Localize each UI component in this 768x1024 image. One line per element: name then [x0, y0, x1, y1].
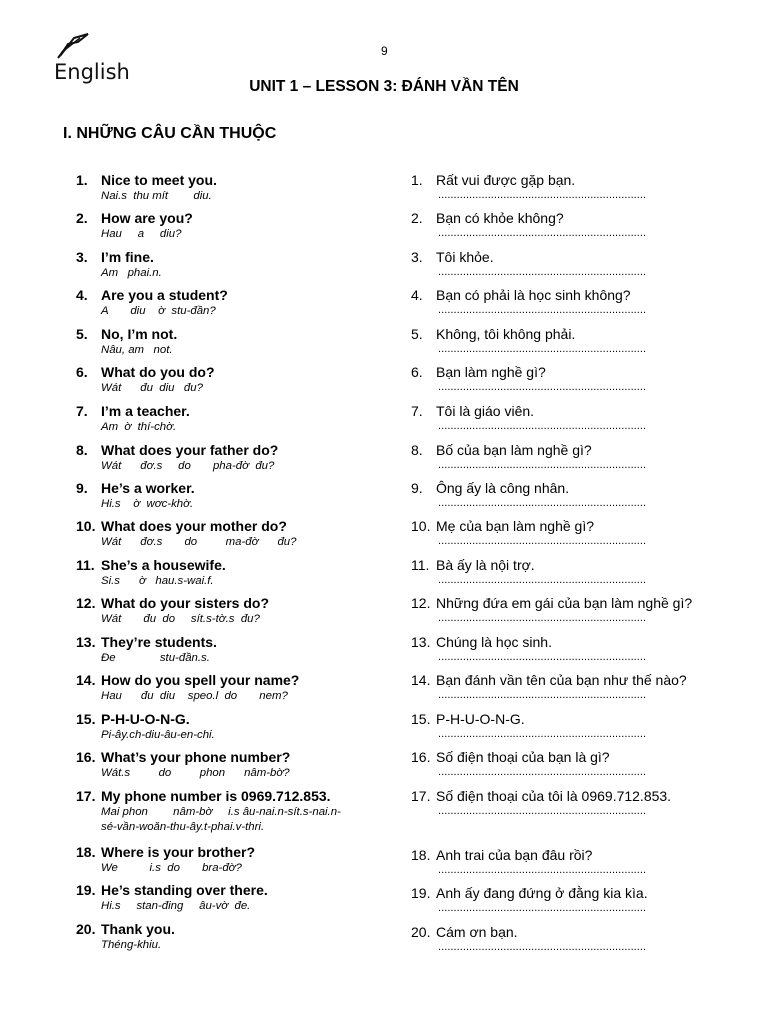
item-number: 12.	[76, 595, 96, 611]
vietnamese-sentence	[411, 517, 731, 547]
vietnamese-text: Bạn có khỏe không?	[436, 210, 564, 226]
item-number: 18.	[76, 844, 96, 860]
vietnamese-text: Rất vui được gặp bạn.	[436, 172, 576, 188]
answer-line: ...................................................................	[438, 535, 647, 547]
english-text: What do you do?	[101, 364, 215, 380]
pronunciation: Mai phon nâm-bờ i.s âu-nai.n-sít.s-nai.n- sé-vần-woăn-thu-ây.t-phai.v-thri.	[101, 806, 341, 833]
answer-line: ...................................................................	[438, 189, 647, 201]
english-sentence	[76, 325, 406, 358]
pronunciation: Am ờ thí-chờ.	[101, 421, 177, 433]
vietnamese-text: P-H-U-O-N-G.	[436, 711, 525, 727]
item-number: 2.	[411, 210, 423, 226]
vietnamese-sentence	[411, 325, 731, 355]
pronunciation: Hau a diu?	[101, 228, 182, 240]
vietnamese-sentence	[411, 884, 731, 914]
english-text: She’s a housewife.	[101, 557, 226, 573]
item-number: 5.	[411, 326, 423, 342]
vietnamese-sentence	[411, 286, 731, 316]
vietnamese-text: Bạn có phải là học sinh không?	[436, 287, 631, 303]
vietnamese-sentence	[411, 441, 731, 471]
answer-line: ...................................................................	[438, 864, 647, 876]
vietnamese-text: Bà ấy là nội trợ.	[436, 557, 535, 573]
vietnamese-sentence	[411, 923, 731, 953]
english-text: My phone number is 0969.712.853.	[101, 788, 331, 804]
english-text: No, I’m not.	[101, 326, 178, 342]
vietnamese-text: Anh ấy đang đứng ở đằng kia kìa.	[436, 885, 648, 901]
pronunciation: Hi.s stan-đing âu-vờ đe.	[101, 900, 251, 912]
vietnamese-sentence	[411, 710, 731, 740]
english-text: I’m a teacher.	[101, 403, 190, 419]
english-text: Are you a student?	[101, 287, 228, 303]
quill-pen-icon	[54, 30, 94, 60]
answer-line: ...................................................................	[438, 227, 647, 239]
item-number: 9.	[411, 480, 423, 496]
pronunciation: Nai.s thu mít diu.	[101, 190, 212, 202]
answer-line: ...................................................................	[438, 902, 647, 914]
vietnamese-text: Bạn làm nghề gì?	[436, 364, 546, 380]
vietnamese-text: Tôi là giáo viên.	[436, 403, 535, 419]
item-number: 1.	[76, 172, 88, 188]
item-number: 16.	[411, 749, 431, 765]
item-number: 10.	[411, 518, 431, 534]
english-sentence	[76, 171, 406, 204]
english-sentence	[76, 479, 406, 512]
english-text: What does your mother do?	[101, 518, 287, 534]
english-sentence	[76, 248, 406, 281]
item-number: 7.	[411, 403, 423, 419]
pronunciation: Hi.s ờ wơc-khờ.	[101, 498, 194, 510]
item-number: 20.	[76, 921, 96, 937]
pronunciation: Wát đu do sít.s-tờ.s đu?	[101, 613, 260, 625]
item-number: 17.	[411, 788, 431, 804]
vietnamese-sentence	[411, 787, 731, 817]
vietnamese-text: Không, tôi không phải.	[436, 326, 576, 342]
pronunciation: Wát đơ.s do pha-đờ đu?	[101, 460, 275, 472]
logo-text: English	[54, 60, 130, 84]
item-number: 14.	[76, 672, 96, 688]
item-number: 16.	[76, 749, 96, 765]
pronunciation: Wát đơ.s do ma-đờ đu?	[101, 536, 297, 548]
vietnamese-text: Anh trai của bạn đâu rồi?	[436, 847, 593, 863]
english-text: He’s a worker.	[101, 480, 195, 496]
item-number: 6.	[76, 364, 88, 380]
pronunciation: Hau đu diu speo.l do nem?	[101, 690, 288, 702]
vietnamese-text: Số điện thoại của tôi là 0969.712.853.	[436, 788, 672, 804]
english-text: Nice to meet you.	[101, 172, 217, 188]
lesson-title: UNIT 1 – LESSON 3: ĐÁNH VẦN TÊN	[249, 78, 519, 95]
english-sentence	[76, 920, 406, 953]
item-number: 17.	[76, 788, 96, 804]
pronunciation: Nâu, am not.	[101, 344, 173, 356]
item-number: 18.	[411, 847, 431, 863]
english-sentence	[76, 286, 406, 319]
english-text: What do your sisters do?	[101, 595, 270, 611]
answer-line: ...................................................................	[438, 728, 647, 740]
pronunciation: Wát.s do phon nâm-bờ?	[101, 767, 290, 779]
item-number: 4.	[76, 287, 88, 303]
item-number: 20.	[411, 924, 431, 940]
vietnamese-sentence	[411, 248, 731, 278]
vietnamese-text: Chúng là học sinh.	[436, 634, 552, 650]
vietnamese-text: Những đứa em gái của bạn làm nghề gì?	[436, 595, 693, 611]
item-number: 19.	[76, 882, 96, 898]
item-number: 12.	[411, 595, 431, 611]
pronunciation: A diu ờ stu-đần?	[101, 305, 216, 317]
item-number: 2.	[76, 210, 88, 226]
english-sentence	[76, 748, 406, 781]
item-number: 8.	[411, 442, 423, 458]
answer-line: ...................................................................	[438, 651, 647, 663]
item-number: 8.	[76, 442, 88, 458]
english-sentence	[76, 209, 406, 242]
item-number: 9.	[76, 480, 88, 496]
answer-line: ...................................................................	[438, 459, 647, 471]
english-sentence	[76, 671, 406, 704]
vietnamese-sentence	[411, 594, 731, 624]
vietnamese-text: Mẹ của bạn làm nghề gì?	[436, 518, 594, 534]
item-number: 6.	[411, 364, 423, 380]
english-sentence	[76, 363, 406, 396]
item-number: 13.	[411, 634, 431, 650]
pronunciation: Si.s ờ hau.s-wai.f.	[101, 575, 214, 587]
pronunciation: We i.s do bra-đờ?	[101, 862, 242, 874]
answer-line: ...................................................................	[438, 689, 647, 701]
english-sentence	[76, 881, 406, 914]
english-text: I’m fine.	[101, 249, 154, 265]
vietnamese-sentence	[411, 846, 731, 876]
english-sentence	[76, 633, 406, 666]
item-number: 14.	[411, 672, 431, 688]
item-number: 3.	[411, 249, 423, 265]
answer-line: ...................................................................	[438, 612, 647, 624]
answer-line: ...................................................................	[438, 420, 647, 432]
page-number: 9	[381, 44, 388, 58]
answer-line: ...................................................................	[438, 343, 647, 355]
answer-line: ...................................................................	[438, 497, 647, 509]
pronunciation: Théng-khiu.	[101, 939, 162, 951]
item-number: 15.	[76, 711, 96, 727]
vietnamese-sentence	[411, 633, 731, 663]
english-text: What’s your phone number?	[101, 749, 291, 765]
english-sentence	[76, 843, 406, 876]
vietnamese-sentence	[411, 556, 731, 586]
pronunciation: Wát đu diu đu?	[101, 382, 203, 394]
vietnamese-sentence	[411, 209, 731, 239]
item-number: 11.	[76, 557, 95, 573]
item-number: 15.	[411, 711, 431, 727]
english-sentence	[76, 710, 406, 743]
vietnamese-text: Ông ấy là công nhân.	[436, 480, 570, 496]
english-sentence	[76, 556, 406, 589]
english-text: They’re students.	[101, 634, 217, 650]
answer-line: ...................................................................	[438, 266, 647, 278]
item-number: 19.	[411, 885, 431, 901]
vietnamese-text: Bạn đánh vần tên của bạn như thế nào?	[436, 672, 687, 688]
item-number: 5.	[76, 326, 88, 342]
vietnamese-sentence	[411, 402, 731, 432]
english-text: Where is your brother?	[101, 844, 256, 860]
english-text: What does your father do?	[101, 442, 279, 458]
answer-line: ...................................................................	[438, 766, 647, 778]
pronunciation: Đe stu-đần.s.	[101, 652, 210, 664]
answer-line: ...................................................................	[438, 381, 647, 393]
item-number: 13.	[76, 634, 96, 650]
english-sentence	[76, 594, 406, 627]
answer-line: ...................................................................	[438, 574, 647, 586]
pronunciation: Pi-ây.ch-diu-âu-en-chi.	[101, 729, 215, 741]
english-sentence	[76, 441, 406, 474]
vietnamese-text: Tôi khỏe.	[436, 249, 494, 265]
vietnamese-sentence	[411, 748, 731, 778]
vietnamese-text: Cám ơn bạn.	[436, 924, 518, 940]
english-text: Thank you.	[101, 921, 175, 937]
english-sentence	[76, 402, 406, 435]
item-number: 4.	[411, 287, 423, 303]
english-sentence	[76, 787, 406, 835]
answer-line: ...................................................................	[438, 941, 647, 953]
item-number: 11.	[411, 557, 430, 573]
item-number: 3.	[76, 249, 88, 265]
answer-line: ...................................................................	[438, 805, 647, 817]
pronunciation: Am phai.n.	[101, 267, 162, 279]
english-text: How are you?	[101, 210, 193, 226]
vietnamese-sentence	[411, 479, 731, 509]
english-text: How do you spell your name?	[101, 672, 300, 688]
english-sentence	[76, 517, 406, 550]
item-number: 1.	[411, 172, 423, 188]
vietnamese-text: Số điện thoại của bạn là gì?	[436, 749, 610, 765]
english-text: He’s standing over there.	[101, 882, 268, 898]
item-number: 7.	[76, 403, 88, 419]
section-heading: I. NHỮNG CÂU CẦN THUỘC	[63, 125, 277, 142]
english-text: P-H-U-O-N-G.	[101, 711, 190, 727]
vietnamese-sentence	[411, 363, 731, 393]
item-number: 10.	[76, 518, 96, 534]
vietnamese-sentence	[411, 671, 731, 701]
answer-line: ...................................................................	[438, 304, 647, 316]
vietnamese-text: Bố của bạn làm nghề gì?	[436, 442, 592, 458]
vietnamese-sentence	[411, 171, 731, 201]
